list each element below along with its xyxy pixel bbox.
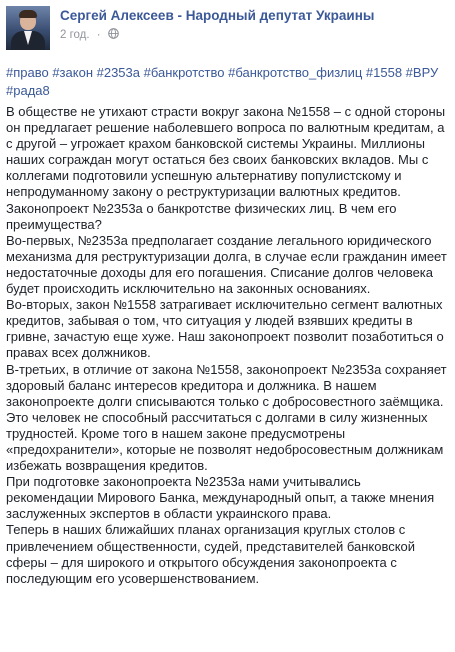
post-paragraph: Теперь в наших ближайших планах организация круглых столов с привлечением общественности, судей, представителей банковской сферы – для широкого и открытого обсуждения законопроекта с последующим его усовершенствованием. — [6, 522, 416, 586]
post-paragraph: Во-первых, №2353а предполагает создание легального юридического механизма для реструктуризации долга, в случае если гражданин имеет недостаточные доходы для его погашения. Списание долгов человека будет происходить исключительно на законных основаниях. — [6, 232, 447, 297]
post-paragraph: При подготовке законопроекта №2353а нами учитывались рекомендации Мирового Банка, международный опыт, а также мнения заслуженных экспертов в области украинского права. — [6, 474, 435, 522]
post-paragraph: В-третьих, в отличие от закона №1558, законопроект №2353а сохраняет здоровый баланс интересов кредитора и должника. В нашем законопроекте долги списываются только с добросовестного заёмщика. Это человек не способный рассчитаться с долгами в силу жизненных трудностей. Кроме того в нашем законе предусмотрены «предохранители», которые не позволят недобросовестным должникам избежать возвращения кредитов. — [6, 361, 447, 474]
post-hashtags[interactable]: #право #закон #2353а #банкротство #банкротство_физлиц #1558 #ВРУ #рада8 — [6, 65, 439, 98]
post-body — [6, 104, 448, 587]
post-meta — [60, 28, 119, 42]
post-paragraph: Законопроект №2353а о банкротстве физических лиц. В чем его преимущества? — [6, 200, 397, 232]
post-timestamp[interactable]: 2 год. — [60, 29, 90, 41]
post-paragraph: Во-вторых, закон №1558 затрагивает исключительно сегмент валютных кредитов, забывая о том, что ситуация у людей взявших кредиты в гривне, зачастую еще хуже. Наш законопроект позволит позаботиться о правах всех должников. — [6, 297, 444, 361]
globe-icon[interactable] — [108, 28, 119, 42]
author-avatar[interactable] — [6, 6, 50, 50]
post-paragraph: В обществе не утихают страсти вокруг закона №1558 – с одной стороны он предлагает решение наболевшего вопроса по валютным кредитам, а с другой – угрожает крахом банковской системы Украины. Миллионы наших сограждан могут остаться без своих банковских вкладов. Мы с коллегами подготовили успешную альтернативу популистскому и непродуманному закону о реструктуризации валютных кредитов. — [6, 104, 446, 200]
meta-separator: · — [96, 29, 101, 41]
author-name[interactable]: Сергей Алексеев - Народный депутат Украины — [60, 8, 375, 23]
